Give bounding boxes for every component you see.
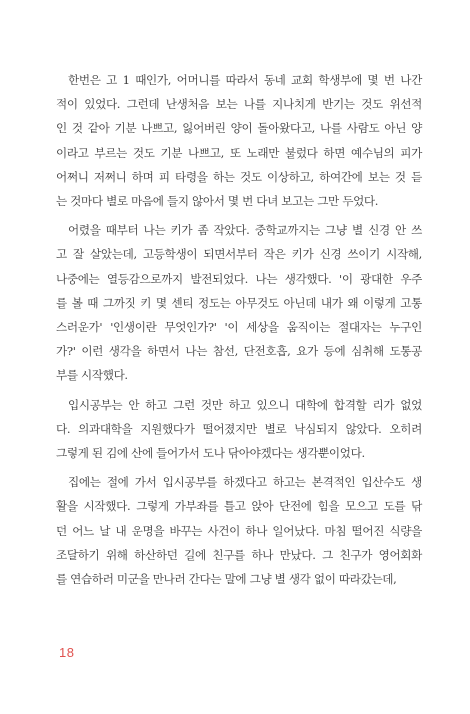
text-line: 집에는 절에 가서 입시공부를 하겠다고 하고는 본격적인 입산수도 생 — [68, 475, 422, 490]
paragraph — [56, 470, 422, 591]
text-line: 나중에는 열등감으로까지 발전되었다. 나는 생각했다. '이 광대한 우주 — [56, 271, 422, 286]
body-text — [56, 68, 422, 596]
paragraph — [56, 393, 422, 466]
text-line: 입시공부는 안 하고 그런 것만 하고 있으니 대학에 합격할 리가 없었 — [68, 397, 422, 412]
text-line: 조달하기 위해 하산하던 길에 친구를 하나 만났다. 그 친구가 영어회화 — [56, 547, 422, 562]
text-line: 다. 의과대학을 지원했다가 떨어졌지만 별로 낙심되지 않았다. 오히려 — [56, 421, 422, 436]
page-number: 18 — [59, 645, 75, 660]
text-line: 던 어느 날 내 운명을 바꾸는 사건이 하나 일어났다. 마침 떨어진 식량을 — [56, 523, 422, 538]
text-line: 이라고 부르는 것도 기분 나쁘고, 또 노래만 불렀다 하면 예수님의 피가 — [56, 145, 422, 160]
text-line: 가?' 이런 생각을 하면서 나는 참선, 단전호흡, 요가 등에 심취해 도통공 — [56, 344, 422, 359]
text-line: 는 것마다 별로 마음에 들지 않아서 몇 번 다녀 보고는 그만 두었다. — [56, 194, 379, 209]
text-line: 를 연습하러 미군을 만나러 간다는 말에 그냥 별 생각 없이 따라갔는데, — [56, 572, 397, 587]
text-line: 한번은 고 1 때인가, 어머니를 따라서 동네 교회 학생부에 몇 번 나간 — [68, 73, 422, 87]
text-line: 인 것 같아 기분 나쁘고, 잃어버린 양이 돌아왔다고, 나를 사람도 아닌 양 — [56, 121, 422, 136]
text-line: 그렇게 된 김에 산에 들어가서 도나 닦아야겠다는 생각뿐이었다. — [56, 446, 365, 461]
text-line: 어쩌니 저쩌니 하며 피 타령을 하는 것도 이상하고, 하여간에 보는 것 듣 — [56, 169, 422, 184]
paragraph — [56, 218, 422, 387]
text-line: 고 잘 살았는데, 고등학생이 되면서부터 작은 키가 신경 쓰이기 시작해, — [56, 247, 422, 262]
paragraph — [56, 68, 422, 213]
text-line: 어렸을 때부터 나는 키가 좀 작았다. 중학교까지는 그냥 별 신경 안 쓰 — [68, 223, 422, 238]
text-line: 스러운가' '인생이란 무엇인가?' '이 세상을 움직이는 절대자는 누구인 — [56, 320, 422, 335]
text-line: 부를 시작했다. — [56, 368, 128, 383]
text-line: 를 볼 때 그까짓 키 몇 센티 정도는 아무것도 아닌데 내가 왜 이렇게 고통 — [56, 295, 422, 310]
text-line: 활을 시작했다. 그렇게 가부좌를 틀고 앉아 단전에 힘을 모으고 도를 닦 — [56, 499, 422, 514]
text-line: 적이 있었다. 그런데 난생처음 보는 나를 지나치게 반기는 것도 위선적 — [56, 97, 422, 112]
